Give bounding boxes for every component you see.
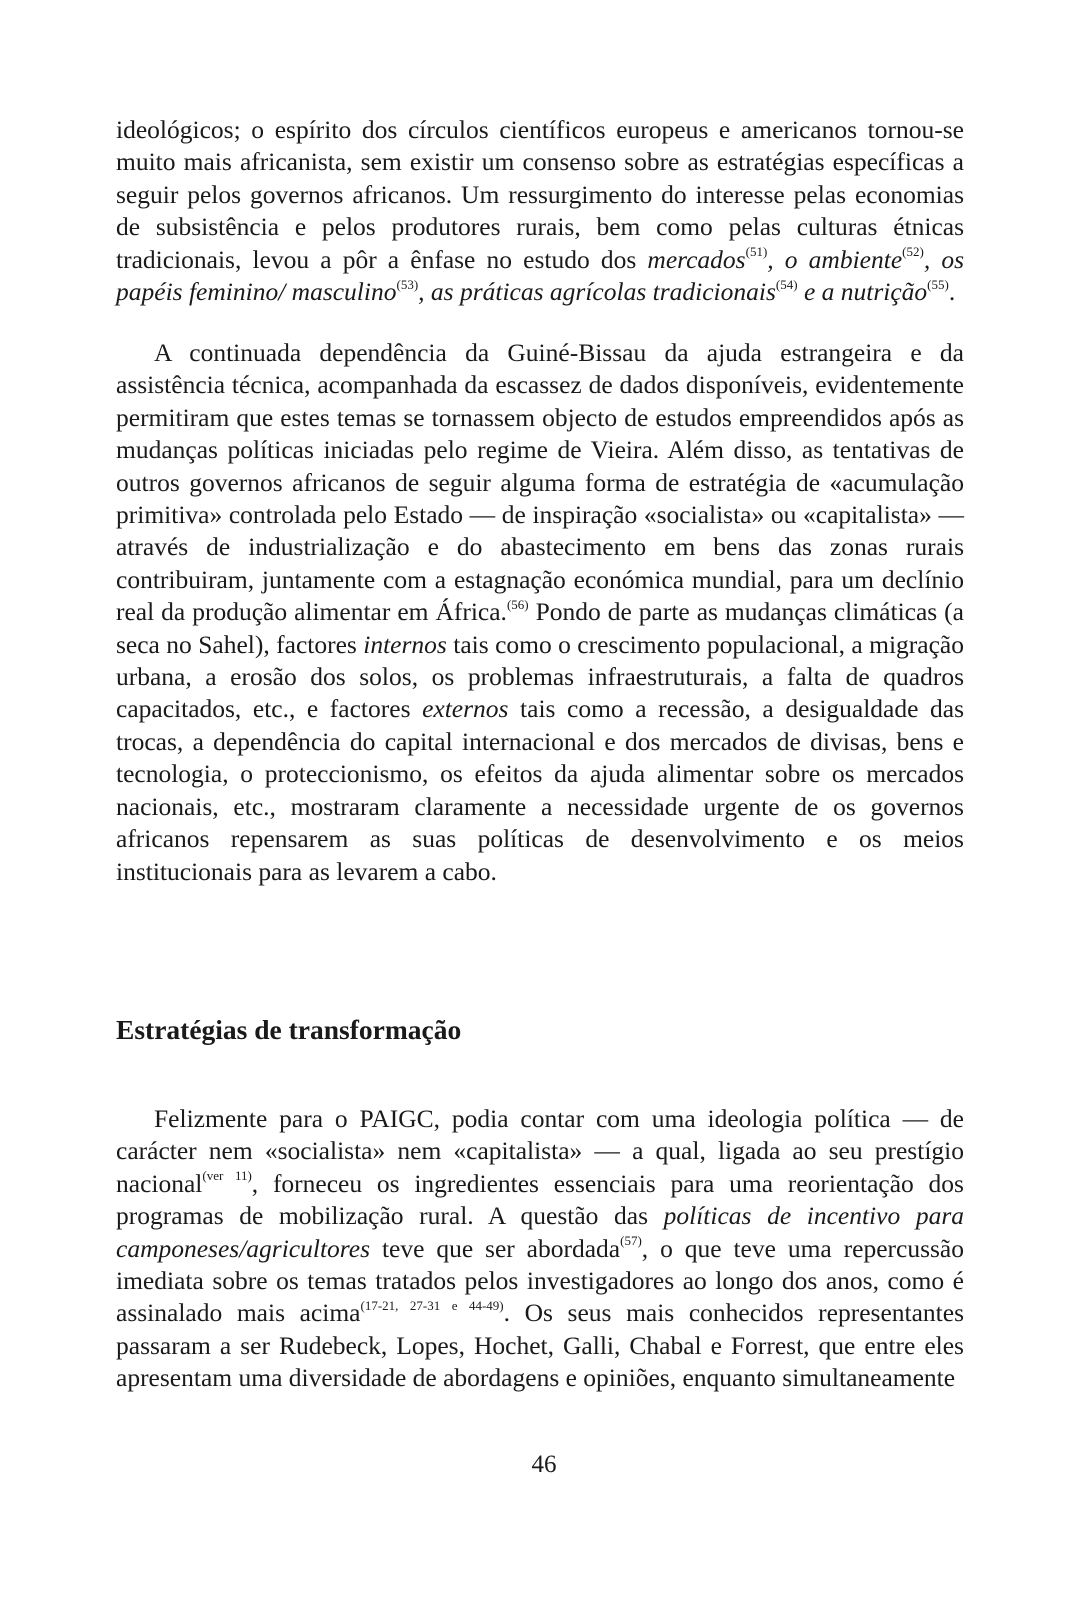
footnote-reference: (52) [902, 244, 924, 260]
footnote-reference: (55) [927, 276, 949, 292]
italic-phrase: externos [422, 694, 509, 724]
footnote-reference: (17-21, 27-31 e 44-49) [360, 1297, 504, 1313]
text-run: A continuada dependência da Guiné-Bissau da ajuda estrangeira e da assistência técnica, acompanhada da escassez de dados disponíveis, evidentemente permitiram que estes temas se tornassem objecto de estudos empreendidos após as mudanças políticas iniciadas pelo regime de Vieira. Além disso, as tentativas de outros governos africanos de seguir alguma forma de estratégia de «acumulação primitiva» controlada pelo Estado — de inspiração «socialista» ou «capitalista» — através de industrialização e do abastecimento em bens das zonas rurais contribuiram, juntamente com a estagnação económica mundial, para um declínio real da produção alimentar em África. [116, 338, 964, 627]
text-run: , o que teve uma repercussão imediata sobre os temas tratados pelos investigadores ao longo dos anos, como é assinalado mais acima [116, 1233, 964, 1328]
footnote-reference: (57) [620, 1233, 642, 1249]
page-body [116, 114, 964, 1395]
italic-phrase: mercados [647, 244, 746, 274]
text-run: tais como o crescimento populacional, a migração urbana, a erosão dos solos, os problemas infraestruturais, a falta de quadros capacitados, etc., e factores [116, 629, 965, 724]
footnote-reference: (51) [745, 244, 768, 260]
text-run: , forneceu os ingredientes essenciais para uma reorientação dos programas de mobilização rural. A questão das [116, 1168, 964, 1231]
section-heading: Estratégias de transformação [116, 1014, 462, 1045]
text-run: tais como a recessão, a desigualdade das trocas, a dependência do capital internacional e dos mercados de divisas, bens e tecnologia, o proteccionismo, os efeitos da ajuda alimentar sobre os mercados nacionais, etc., mostraram claramente a necessidade urgente de os governos africanos repensarem as suas políticas de desenvolvimento e os meios institucionais para as levarem a cabo. [116, 694, 964, 886]
footnote-reference: (56) [506, 596, 529, 612]
footnote-reference: (53) [396, 276, 419, 292]
footnote-reference: (ver 11) [202, 1168, 252, 1184]
italic-phrase: o ambiente [784, 244, 903, 274]
text-run: Felizmente para o PAIGC, podia contar com uma ideologia política — de carácter nem «socialista» nem «capitalista» — a qual, ligada ao seu prestígio nacional [116, 1104, 964, 1198]
text-run: . Os seus mais conhecidos representantes passaram a ser Rudebeck, Lopes, Hochet, Galli, Chabal e Forrest, que entre eles apresentam uma diversidade de abordagens e opiniões, enquanto simultaneamente [116, 1298, 964, 1393]
text-run: . [948, 277, 956, 307]
paragraph-1 [116, 114, 964, 337]
page-number: 46 [531, 1451, 557, 1478]
italic-phrase: , [767, 244, 785, 274]
italic-phrase: e a nutrição [797, 277, 928, 307]
footnote-reference: (54) [775, 276, 798, 292]
paragraph-2 [116, 337, 964, 968]
italic-phrase: , as práticas agrícolas tradicionais [418, 277, 776, 307]
italic-phrase: , os papéis feminino/ masculino [116, 244, 965, 307]
text-run: ideológicos; o espírito dos círculos científicos europeus e americanos tornou-se muito mais africanista, sem existir um consenso sobre as estratégias específicas a seguir pelos governos africanos. Um ressurgimento do interesse pelas economias de subsistência e pelos produtores rurais, bem como pelas culturas étnicas tradicionais, levou a pôr a ênfase no estudo dos [116, 115, 964, 274]
italic-phrase: internos [363, 629, 447, 659]
italic-phrase: políticas de incentivo para camponeses/agricultores [116, 1201, 965, 1263]
text-run: teve que ser abordada [370, 1233, 621, 1263]
text-run: Pondo de parte as mudanças climáticas (a seca no Sahel), factores [116, 597, 964, 659]
paragraph-3 [116, 1103, 964, 1395]
